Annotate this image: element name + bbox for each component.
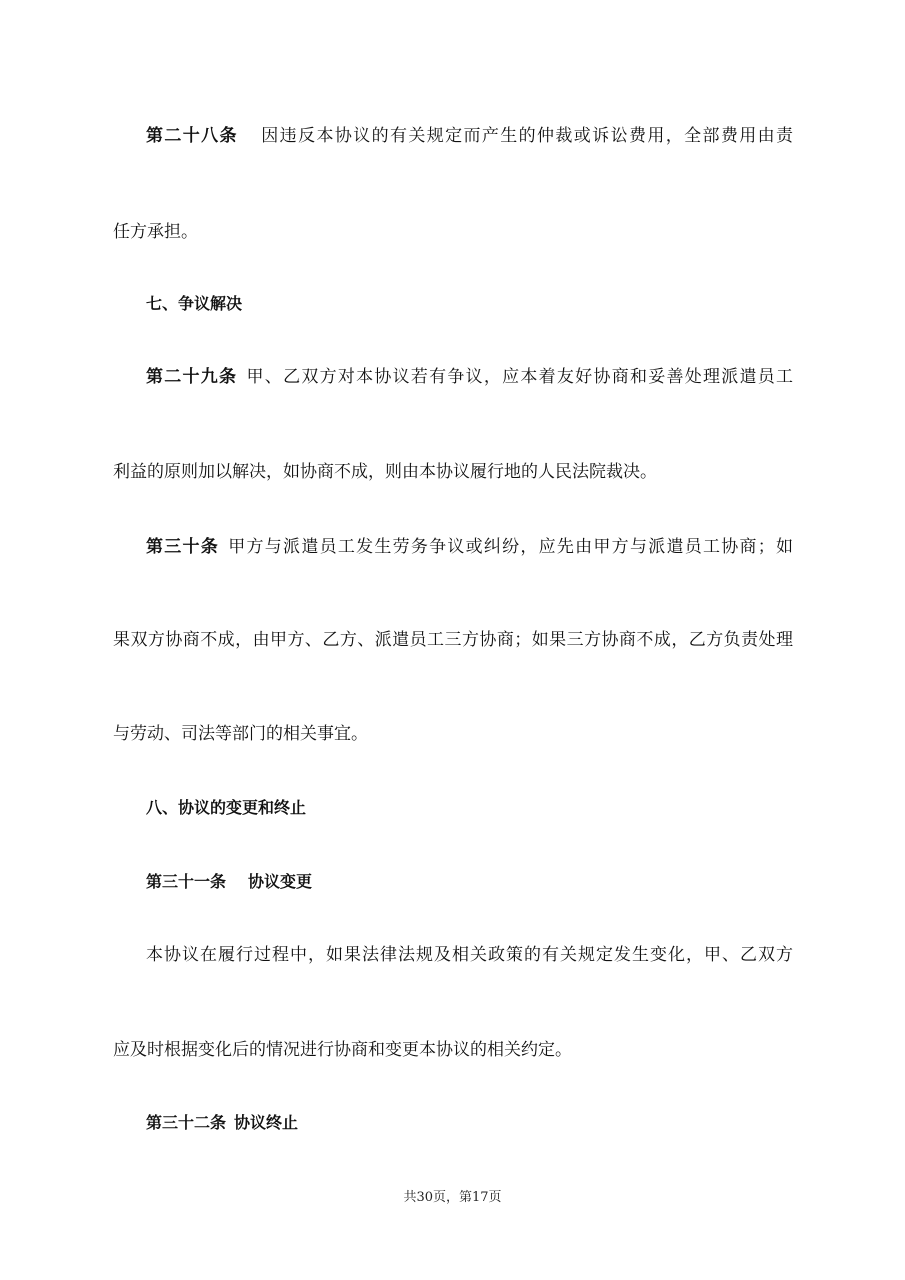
article-28-text-1: 因违反本协议的有关规定而产生的仲裁或诉讼费用，全部费用由责 xyxy=(259,126,794,146)
article-28-line-2: 任方承担。 xyxy=(113,222,198,242)
article-32-label: 第三十二条 xyxy=(146,1113,227,1132)
article-31-line-2: 应及时根据变化后的情况进行协商和变更本协议的相关约定。 xyxy=(113,1040,572,1060)
article-29-label: 第二十九条 xyxy=(146,367,238,387)
article-32-heading xyxy=(146,1111,298,1135)
article-30-line-2: 果双方协商不成，由甲方、乙方、派遣员工三方协商；如果三方协商不成，乙方负责处理 xyxy=(113,630,793,650)
article-31-title: 协议变更 xyxy=(248,872,313,891)
article-31-heading xyxy=(146,870,312,894)
article-30-label: 第三十条 xyxy=(146,537,220,557)
article-30-text-1: 甲方与派遣员工发生劳务争议或纠纷，应先由甲方与派遣员工协商；如 xyxy=(227,537,794,557)
section-8-heading: 八、协议的变更和终止 xyxy=(146,798,307,817)
article-31-label: 第三十一条 xyxy=(146,872,227,891)
article-29-line-2: 利益的原则加以解决，如协商不成，则由本协议履行地的人民法院裁决。 xyxy=(113,462,657,482)
page-footer: 共30页，第17页 xyxy=(403,1190,502,1205)
article-29-text-1: 甲、乙双方对本协议若有争议，应本着友好协商和妥善处理派遣员工 xyxy=(245,367,794,387)
article-28-label: 第二十八条 xyxy=(146,126,238,146)
section-7-heading: 七、争议解决 xyxy=(146,294,243,313)
article-30-line-3: 与劳动、司法等部门的相关事宜。 xyxy=(113,724,368,744)
article-31-line-1: 本协议在履行过程中，如果法律法规及相关政策的有关规定发生变化，甲、乙双方 xyxy=(146,945,793,965)
article-28-line-1 xyxy=(146,124,793,148)
article-29-line-1 xyxy=(146,365,793,389)
article-30-line-1 xyxy=(146,535,793,559)
article-32-title: 协议终止 xyxy=(234,1113,299,1132)
